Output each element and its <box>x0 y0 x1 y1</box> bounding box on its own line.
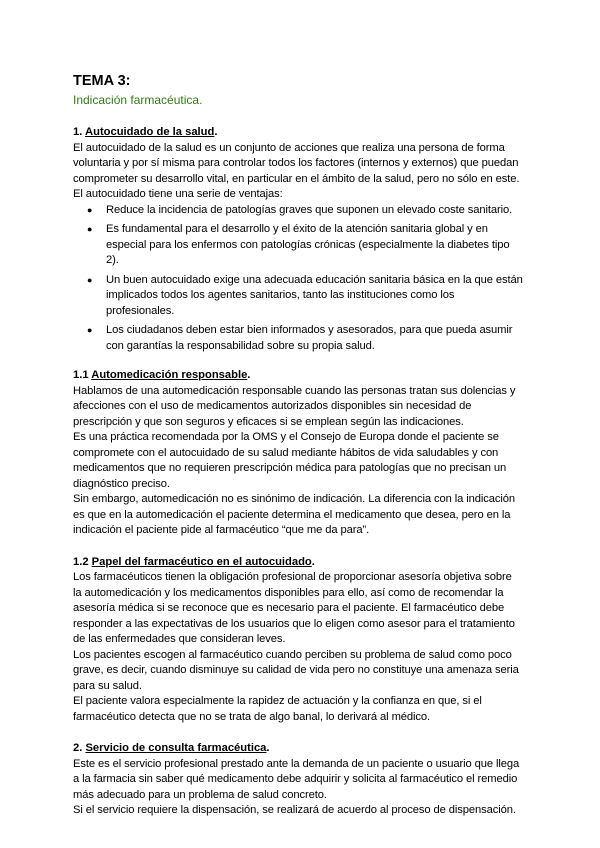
section-heading-text: Papel del farmacéutico en el autocuidado <box>91 555 312 568</box>
paragraph: El autocuidado tiene una serie de ventajas: <box>73 188 283 200</box>
list-item-text: Es fundamental para el desarrollo y el éxito de la atención sanitaria global y en especial para los enfermos con patologías crónicas (especialmente la diabetes tipo 2). <box>106 223 510 266</box>
paragraph: Sin embargo, automedicación no es sinónimo de indicación. La diferencia con la indicación es que en la automedicación el paciente determina el medicamento que desea, pero en la indicación el paciente pide al farmacéutico “que me da para”. <box>73 493 515 536</box>
page-subtitle: Indicación farmacéutica. <box>73 93 203 107</box>
list-item <box>87 222 523 269</box>
section-heading: 1.2 Papel del farmacéutico en el autocuidado. <box>73 555 315 568</box>
list-item <box>87 323 523 354</box>
paragraph: Hablamos de una automedicación responsable cuando las personas tratan sus dolencias y afecciones con el uso de medicamentos autorizados disponibles sin necesidad de prescripción y que son seguros y eficaces si se emplean según las indicaciones. <box>73 384 516 428</box>
section-papel-farmaceutico <box>73 555 523 726</box>
section-automedicacion <box>73 368 523 539</box>
list-item <box>87 203 523 219</box>
section-heading: 1.1 Automedicación responsable. <box>73 369 251 381</box>
section-number: 1. <box>73 126 86 138</box>
paragraph: Si el servicio requiere la dispensación, se realizará de acuerdo al proceso de dispensación. <box>73 804 516 816</box>
paragraph: Los farmacéuticos tienen la obligación profesional de proporcionar asesoría objetiva sobre la automedicación y los medicamentos disponibles para ello, así como de recomendar la asesoría médica si se reconoce que es necesario para el paciente. El farmacéutico debe responder a las expectativas de los usuarios que lo eligen como asesor para el tratamiento de las enfermedades que consideran leves. <box>73 571 515 645</box>
section-heading-text: Servicio de consulta farmacéutica <box>85 742 267 754</box>
section-heading-text: Automedicación responsable <box>91 369 248 381</box>
section-number: 2. <box>73 742 86 754</box>
list-item-text: Los ciudadanos deben estar bien informados y asesorados, para que pueda asumir con garantías la responsabilidad sobre su propia salud. <box>106 324 513 352</box>
paragraph: Es una práctica recomendada por la OMS y el Consejo de Europa donde el paciente se compromete con el autocuidado de su salud mediante hábitos de vida saludables y con medicamentos que no requieren prescripción médica para patologías que no precisan un diagnóstico preciso. <box>73 431 507 490</box>
paragraph: Este es el servicio profesional prestado ante la demanda de un paciente o usuario que llega a la farmacia sin saber qué medicamento debe adquirir y solicita al farmacéutico el remedio más adecuado para un problema de salud concreto. <box>73 757 520 801</box>
page-title: TEMA 3: <box>73 73 131 89</box>
bullet-icon: ● <box>87 325 93 335</box>
bullet-icon: ● <box>87 274 93 285</box>
bullet-list <box>73 203 523 355</box>
section-number: 1.2 <box>73 555 92 568</box>
section-heading: 2. Servicio de consulta farmacéutica. <box>73 742 270 754</box>
section-heading-text: Autocuidado de la salud <box>85 126 215 138</box>
section-consulta-farmaceutica <box>73 741 523 819</box>
list-item-text: Reduce la incidencia de patologías graves que suponen un elevado coste sanitario. <box>106 203 513 216</box>
section-number: 1.1 <box>73 369 92 381</box>
paragraph: El paciente valora especialmente la rapidez de actuación y la confianza en que, si el farmacéutico detecta que no se trata de algo banal, lo derivará al médico. <box>73 695 482 723</box>
paragraph: El autocuidado de la salud es un conjunto de acciones que realiza una persona de forma voluntaria y por sí misma para controlar todos los factores (internos y externos) que puedan comprometer su desarrollo vital, en particular en el ámbito de la salud, pero no sólo en este. <box>73 141 520 185</box>
section-heading: 1. Autocuidado de la salud. <box>73 126 218 138</box>
list-item-text: Un buen autocuidado exige una adecuada educación sanitaria básica en la que están implicados todos los agentes sanitarios, tanto las instituciones como los profesionales. <box>106 273 523 317</box>
list-item <box>87 273 523 320</box>
bullet-icon: ● <box>87 204 93 215</box>
section-autocuidado <box>73 125 523 354</box>
paragraph: Los pacientes escogen al farmacéutico cuando perciben su problema de salud como poco grave, es decir, cuando disminuye su calidad de vida pero no constituye una amenaza seria para su salud. <box>73 648 519 692</box>
document-page <box>73 72 523 819</box>
bullet-icon: ● <box>87 224 93 234</box>
